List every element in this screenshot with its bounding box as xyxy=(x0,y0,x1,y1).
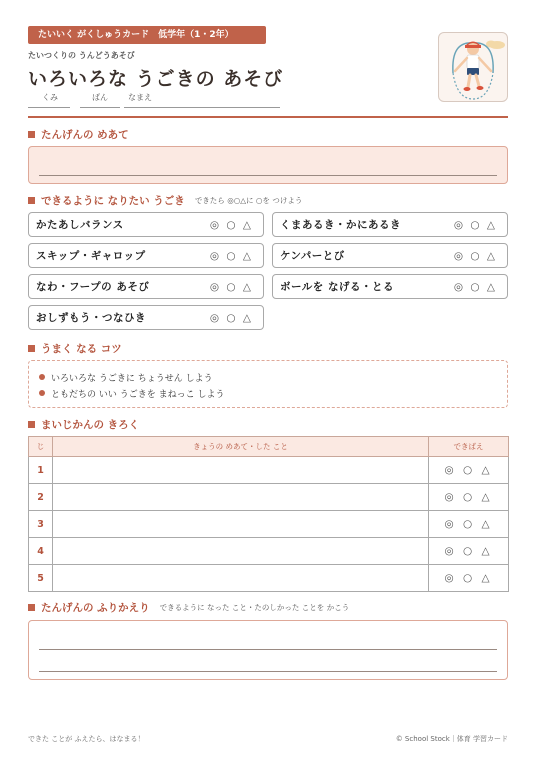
reflection-note: できるように なった こと・たのしかった ことを かこう xyxy=(159,603,350,612)
skills-heading-label: できるように なりたい うごき xyxy=(41,195,185,207)
class-label: くみ xyxy=(42,93,58,102)
rating-marks[interactable]: ◎ ○ △ xyxy=(429,457,509,484)
lesson-number: 2 xyxy=(29,484,53,511)
writing-line xyxy=(39,649,497,650)
number-field[interactable] xyxy=(80,92,120,108)
skill-label: くまあるき・かにあるき xyxy=(280,219,401,231)
bullet-square-icon xyxy=(28,345,35,352)
skill-card[interactable] xyxy=(272,274,508,299)
lesson-number: 1 xyxy=(29,457,53,484)
number-label: ばん xyxy=(92,93,108,102)
col-header-lesson: じ xyxy=(29,437,53,457)
skill-card[interactable] xyxy=(28,212,264,237)
goal-input-box[interactable] xyxy=(28,146,508,184)
skill-card[interactable] xyxy=(272,243,508,268)
footer-credit: © School Stock｜体育 学習カード xyxy=(395,735,508,743)
name-field[interactable] xyxy=(124,92,280,108)
rating-marks[interactable]: ◎ ○ △ xyxy=(453,249,497,262)
skill-card[interactable] xyxy=(272,212,508,237)
table-row xyxy=(29,565,509,592)
bullet-square-icon xyxy=(28,197,35,204)
goal-cell[interactable] xyxy=(53,511,429,538)
reflection-heading xyxy=(28,600,349,615)
skill-label: ケンパーとび xyxy=(280,250,345,262)
reflection-input-box[interactable] xyxy=(28,620,508,680)
rating-marks[interactable]: ◎ ○ △ xyxy=(209,280,253,293)
lesson-number: 4 xyxy=(29,538,53,565)
page-subtitle: たいつくりの うんどうあそび xyxy=(28,51,135,60)
skills-heading xyxy=(28,193,302,208)
table-row xyxy=(29,484,509,511)
tips-heading xyxy=(28,341,122,356)
tips-heading-label: うまく なる コツ xyxy=(41,343,122,355)
skills-note: できたら ◎○△に ○を つけよう xyxy=(194,196,303,205)
skill-label: なわ・フープの あそび xyxy=(36,281,150,293)
skill-label: スキップ・ギャロップ xyxy=(36,250,146,262)
tip-text: いろいろな うごきに ちょうせん しよう xyxy=(51,373,213,384)
tips-box xyxy=(28,360,508,408)
tip-item xyxy=(39,369,507,385)
page-title: いろいろな うごきの あそび xyxy=(28,68,284,90)
goal-cell[interactable] xyxy=(53,484,429,511)
reflection-heading-label: たんげんの ふりかえり xyxy=(41,602,150,614)
goal-heading xyxy=(28,127,129,142)
bullet-square-icon xyxy=(28,421,35,428)
lesson-number: 5 xyxy=(29,565,53,592)
tip-text: ともだちの いい うごきを まねっこ しよう xyxy=(51,389,225,400)
tip-item xyxy=(39,385,507,401)
rating-marks[interactable]: ◎ ○ △ xyxy=(209,218,253,231)
grade-badge: たいいく がくしゅうカード 低学年（1・2年） xyxy=(28,26,266,44)
rating-marks[interactable]: ◎ ○ △ xyxy=(453,280,497,293)
child-jumping-rope-icon xyxy=(438,32,508,102)
goal-cell[interactable] xyxy=(53,457,429,484)
skill-label: かたあしバランス xyxy=(36,219,124,231)
table-row xyxy=(29,538,509,565)
log-table xyxy=(28,436,509,592)
col-header-result: できばえ xyxy=(429,437,509,457)
skill-label: おしずもう・つなひき xyxy=(36,312,146,324)
footer-message: できた ことが ふえたら、はなまる！ xyxy=(28,735,145,743)
rating-marks[interactable]: ◎ ○ △ xyxy=(209,311,253,324)
class-field[interactable] xyxy=(28,92,70,108)
skill-card[interactable] xyxy=(28,243,264,268)
bullet-square-icon xyxy=(28,604,35,611)
skill-card[interactable] xyxy=(28,274,264,299)
writing-line xyxy=(39,175,497,176)
rating-marks[interactable]: ◎ ○ △ xyxy=(209,249,253,262)
header-divider xyxy=(28,116,508,118)
table-row xyxy=(29,511,509,538)
skill-label: ボールを なげる・とる xyxy=(280,281,394,293)
goal-cell[interactable] xyxy=(53,538,429,565)
bullet-dot-icon xyxy=(39,390,45,396)
skill-card[interactable] xyxy=(28,305,264,330)
rating-marks[interactable]: ◎ ○ △ xyxy=(429,511,509,538)
goal-cell[interactable] xyxy=(53,565,429,592)
rating-marks[interactable]: ◎ ○ △ xyxy=(429,484,509,511)
log-heading-label: まいじかんの きろく xyxy=(41,419,140,431)
lesson-number: 3 xyxy=(29,511,53,538)
col-header-goal: きょうの めあて・した こと xyxy=(53,437,429,457)
goal-heading-label: たんげんの めあて xyxy=(41,129,129,141)
bullet-dot-icon xyxy=(39,374,45,380)
log-heading xyxy=(28,417,139,432)
rating-marks[interactable]: ◎ ○ △ xyxy=(429,565,509,592)
writing-line xyxy=(39,671,497,672)
name-label: なまえ xyxy=(128,93,152,102)
rating-marks[interactable]: ◎ ○ △ xyxy=(429,538,509,565)
rating-marks[interactable]: ◎ ○ △ xyxy=(453,218,497,231)
table-header-row xyxy=(29,437,509,457)
table-row xyxy=(29,457,509,484)
bullet-square-icon xyxy=(28,131,35,138)
